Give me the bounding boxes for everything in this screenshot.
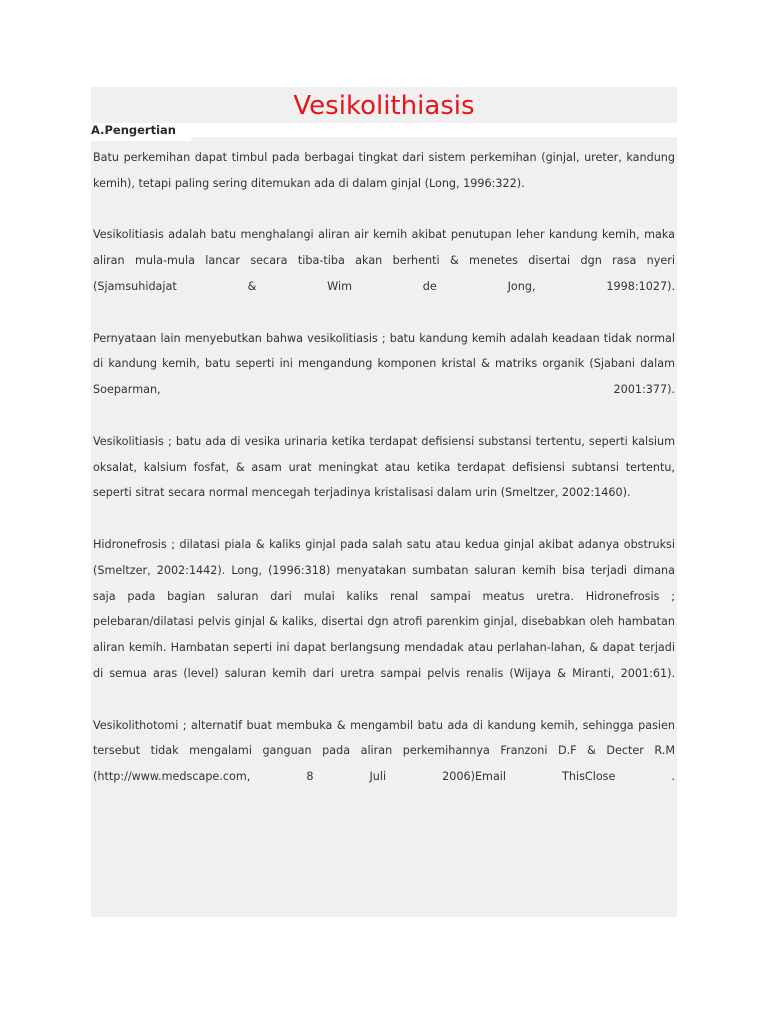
- document-page: [91, 87, 677, 917]
- paragraph-2: Vesikolitiasis adalah batu menghalangi aliran air kemih akibat penutupan leher kandung kemih, maka aliran mula-mula lancar secara tiba-tiba akan berhenti & menetes disertai dgn rasa nyeri (Sjamsuhidajat & Wim de Jong, 1998:1027).: [93, 228, 675, 293]
- paragraph-1: Batu perkemihan dapat timbul pada berbagai tingkat dari sistem perkemihan (ginjal, ureter, kandung kemih), tetapi paling sering ditemukan ada di dalam ginjal (Long, 1996:322).: [93, 151, 675, 190]
- document-title: Vesikolithiasis: [91, 87, 677, 123]
- paragraph-5: Hidronefrosis ; dilatasi piala & kaliks ginjal pada salah satu atau kedua ginjal akibat adanya obstruksi (Smeltzer, 2002:1442). Long, (1996:318) menyatakan sumbatan saluran kemih bisa terjadi dimana saja pada bagian saluran dari mulai kaliks renal sampai meatus uretra. Hidronefrosis ; pelebaran/dilatasi pelvis ginjal & kaliks, disertai dgn atrofi parenkim ginjal, disebabkan oleh hambatan aliran kemih. Hambatan seperti ini dapat berlangsung mendadak atau perlahan-lahan, & dapat terjadi di semua aras (level) saluran kemih dari uretra sampai pelvis renalis (Wijaya & Miranti, 2001:61).: [93, 537, 675, 680]
- document-body: [93, 145, 675, 790]
- section-heading: A.Pengertian: [91, 123, 191, 141]
- heading-band: [191, 123, 677, 137]
- paragraph-4: Vesikolitiasis ; batu ada di vesika urinaria ketika terdapat defisiensi substansi tertentu, seperti kalsium oksalat, kalsium fosfat, & asam urat meningkat atau ketika terdapat defisiensi subtansi tertentu, seperti sitrat secara normal mencegah terjadinya kristalisasi dalam urin (Smeltzer, 2002:1460).: [93, 434, 675, 500]
- paragraph-3: Pernyataan lain menyebutkan bahwa vesikolitiasis ; batu kandung kemih adalah keadaan tidak normal di kandung kemih, batu seperti ini mengandung komponen kristal & matriks organik (Sjabani dalam Soeparman, 2001:377).: [93, 331, 675, 397]
- paragraph-6: Vesikolithotomi ; alternatif buat membuka & mengambil batu ada di kandung kemih, sehingga pasien tersebut tidak mengalami ganguan pada aliran perkemihannya Franzoni D.F & Decter R.M (http://www.medscape.com, 8 Juli 2006)Email ThisClose .: [93, 718, 675, 784]
